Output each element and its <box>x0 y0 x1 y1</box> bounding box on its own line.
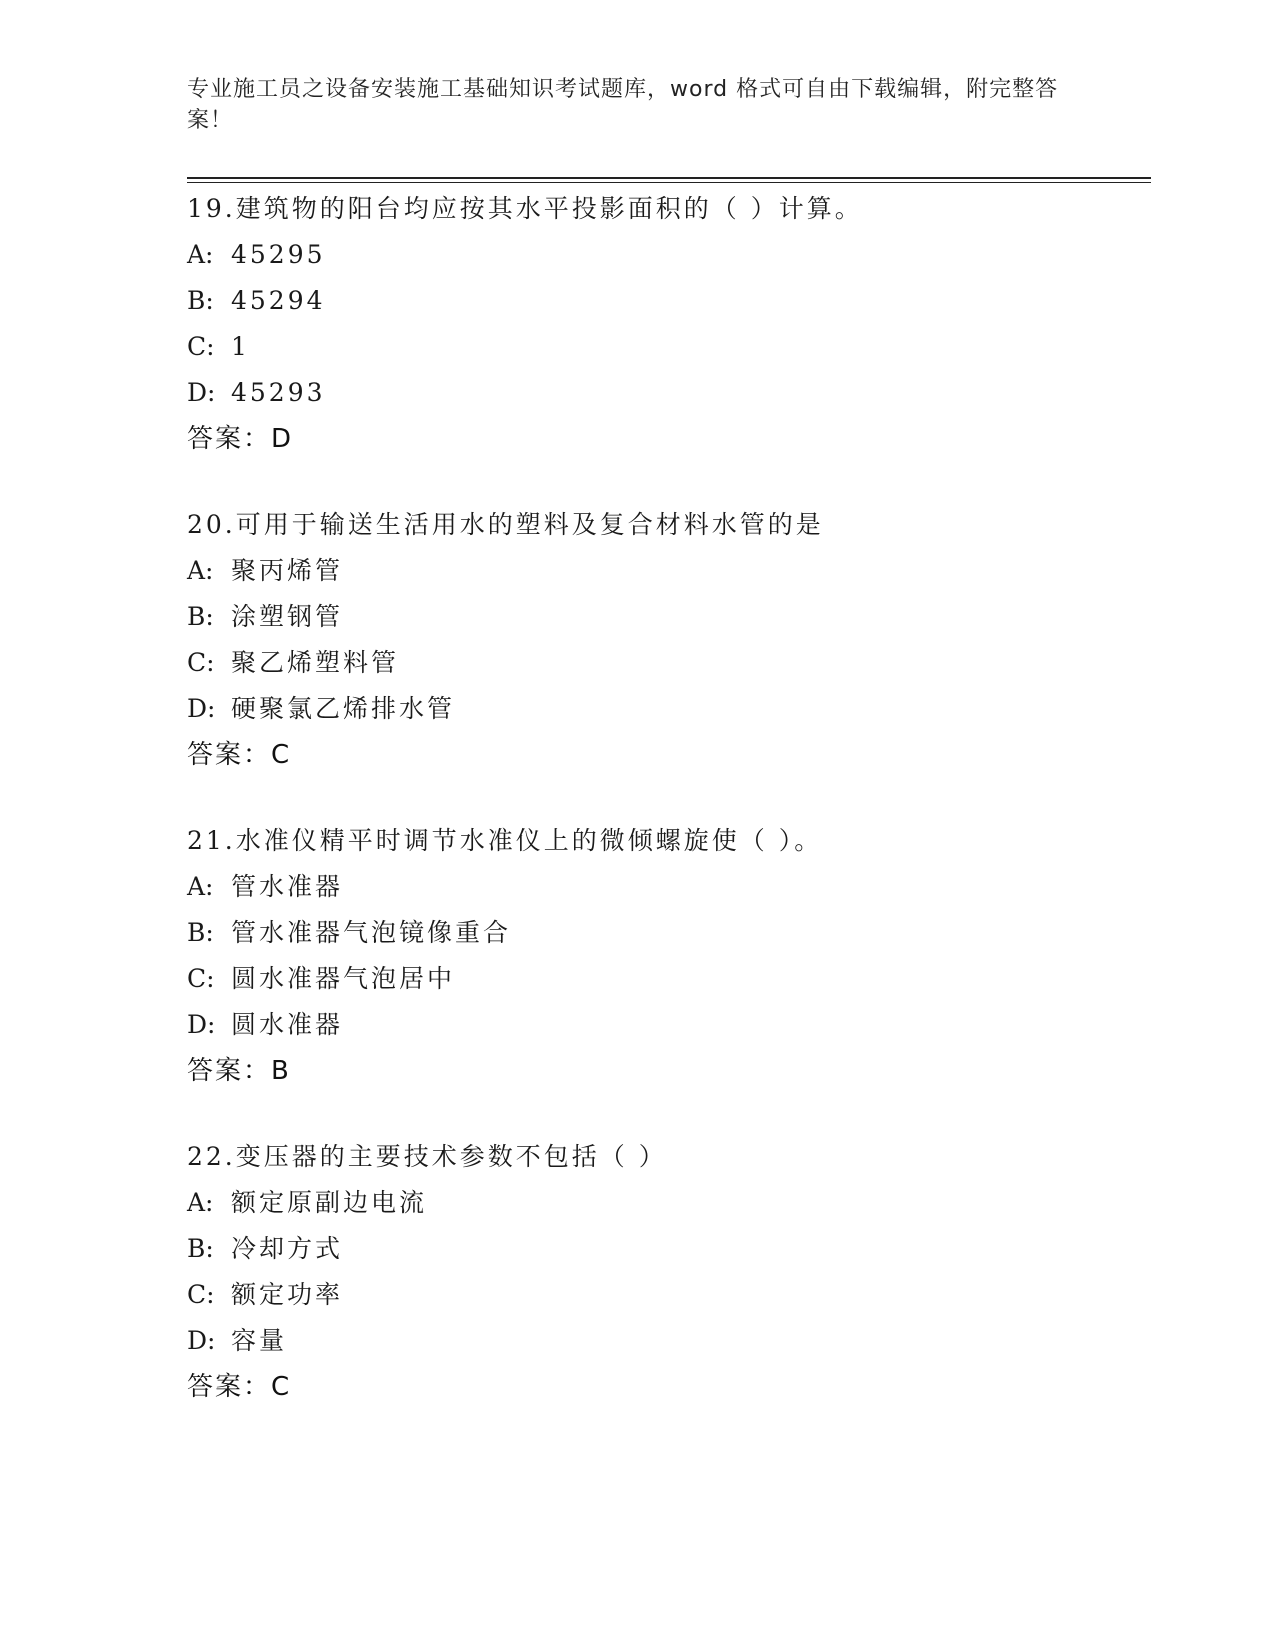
option-text: 管水准器 <box>231 872 344 901</box>
option-text: 45294 <box>231 286 326 315</box>
option-letter: C: <box>187 964 215 993</box>
option-text: 涂塑钢管 <box>231 602 344 631</box>
option-text: 额定原副边电流 <box>231 1188 428 1217</box>
option-a <box>187 548 1147 594</box>
option-letter: C: <box>187 648 215 677</box>
option-letter: D: <box>187 1326 216 1355</box>
option-b <box>187 594 1147 640</box>
option-letter: B: <box>187 286 214 315</box>
option-letter: D: <box>187 378 216 407</box>
answer-line <box>187 1048 1147 1094</box>
question-stem: 20.可用于输送生活用水的塑料及复合材料水管的是 <box>187 510 824 539</box>
answer-label: 答案： <box>187 424 272 454</box>
answer-value: C <box>271 740 290 770</box>
option-letter: A: <box>187 240 214 269</box>
answer-line <box>187 416 1147 462</box>
answer-line <box>187 732 1147 778</box>
answer-label: 答案： <box>187 740 272 770</box>
option-c <box>187 324 1147 370</box>
option-letter: A: <box>187 1188 214 1217</box>
option-a <box>187 232 1147 278</box>
option-b <box>187 1226 1147 1272</box>
question-20 <box>187 502 1147 778</box>
option-text: 45293 <box>231 378 326 407</box>
document-header: 专业施工员之设备安装施工基础知识考试题库，word 格式可自由下载编辑，附完整答案！ <box>187 77 1059 133</box>
option-d <box>187 686 1147 732</box>
header-divider-thick <box>187 177 1151 179</box>
answer-label: 答案： <box>187 1056 272 1086</box>
option-a <box>187 864 1147 910</box>
option-letter: D: <box>187 694 216 723</box>
question-stem: 19.建筑物的阳台均应按其水平投影面积的（ ）计算。 <box>187 194 863 223</box>
option-b <box>187 278 1147 324</box>
answer-label: 答案： <box>187 1372 272 1402</box>
answer-line <box>187 1364 1147 1410</box>
question-stem: 22.变压器的主要技术参数不包括（ ） <box>187 1142 667 1171</box>
option-text: 1 <box>231 332 250 361</box>
option-text: 聚乙烯塑料管 <box>231 648 400 677</box>
option-text: 圆水准器气泡居中 <box>231 964 456 993</box>
answer-value: D <box>271 424 292 454</box>
option-a <box>187 1180 1147 1226</box>
option-letter: B: <box>187 918 214 947</box>
question-stem: 21.水准仪精平时调节水准仪上的微倾螺旋使（ ）。 <box>187 826 823 855</box>
option-letter: B: <box>187 602 214 631</box>
option-d <box>187 1002 1147 1048</box>
option-text: 45295 <box>231 240 326 269</box>
question-19 <box>187 186 1147 462</box>
question-22 <box>187 1134 1147 1410</box>
option-text: 额定功率 <box>231 1280 344 1309</box>
option-text: 硬聚氯乙烯排水管 <box>231 694 456 723</box>
option-letter: D: <box>187 1010 216 1039</box>
option-text: 圆水准器 <box>231 1010 344 1039</box>
option-letter: C: <box>187 1280 215 1309</box>
option-letter: A: <box>187 556 214 585</box>
option-text: 管水准器气泡镜像重合 <box>231 918 512 947</box>
answer-value: B <box>271 1056 289 1086</box>
option-letter: C: <box>187 332 215 361</box>
answer-value: C <box>271 1372 290 1402</box>
header-divider-thin <box>187 182 1151 183</box>
option-d <box>187 1318 1147 1364</box>
option-b <box>187 910 1147 956</box>
option-text: 聚丙烯管 <box>231 556 344 585</box>
option-letter: B: <box>187 1234 214 1263</box>
option-c <box>187 640 1147 686</box>
option-text: 容量 <box>231 1326 288 1355</box>
option-c <box>187 1272 1147 1318</box>
option-letter: A: <box>187 872 214 901</box>
option-c <box>187 956 1147 1002</box>
option-text: 冷却方式 <box>231 1234 344 1263</box>
question-21 <box>187 818 1147 1094</box>
option-d <box>187 370 1147 416</box>
